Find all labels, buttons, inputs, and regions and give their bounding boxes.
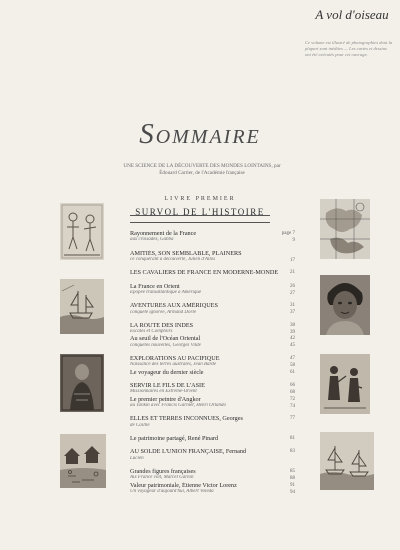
entry-title: AVENTURES AUX AMÉRIQUES [130, 302, 218, 310]
toc-entry[interactable] [130, 396, 295, 410]
sailing-ships-illustration [320, 432, 374, 490]
entry-subtitle: Escales et Comptoirs [130, 329, 173, 335]
entry-title: Le patrimoine partagé, René Pinard [130, 434, 219, 442]
entry-subtitle: Aix France voit, Marcel Garlon [130, 475, 194, 481]
toc-entry[interactable] [130, 230, 295, 244]
entry-title: AMITIÉS, SON SEMBLABLE, PLAINERS [130, 249, 242, 257]
toc-entry[interactable] [130, 415, 295, 429]
entry-title: Grandes figures françaises [130, 467, 196, 475]
entry-subtitle: Naissance des terres australes, Jean Barde [130, 362, 217, 368]
entry-page: 61 [290, 369, 295, 375]
entry-subtitle: conquête ignorée, Armand Dorlé [130, 309, 197, 315]
entry-title: SERVIR LE FILS DE L'ASIE [130, 382, 205, 390]
entry-subtitle-page: 39 [290, 329, 295, 335]
toc-entry[interactable] [130, 269, 295, 276]
toc-entry[interactable] [130, 482, 295, 496]
entry-page: 72 [290, 396, 295, 402]
toc-entry[interactable] [130, 302, 295, 316]
entry-subtitle-page: 58 [290, 363, 295, 369]
toc-entry[interactable] [130, 435, 295, 442]
entry-page: 21 [290, 270, 295, 276]
toc-entry[interactable] [130, 335, 295, 349]
entry-subtitle: Épopée transatlantique à Amérique [130, 290, 202, 296]
toc-entry[interactable] [130, 448, 295, 462]
musicians-illustration [320, 354, 370, 414]
entry-subtitle: au Tonkin avec Francis Garnier, Henri Orlando [130, 403, 227, 409]
table-of-contents [130, 230, 295, 495]
entry-page: 26 [290, 283, 295, 289]
entry-title: Au seuil de l'Océan Oriental [130, 335, 201, 343]
entry-page: 66 [290, 383, 295, 389]
child-portrait-photo [320, 275, 370, 335]
entry-page: 81 [290, 435, 295, 441]
toc-entry[interactable] [130, 369, 295, 376]
entry-subtitle-page: 27 [290, 290, 295, 296]
ornate-figure-illustration [60, 354, 104, 412]
entry-title: ELLES ET TERRES INCONNUES, Georges [130, 415, 243, 423]
section-label: LIVRE PREMIER [164, 196, 236, 202]
entry-title: EXPLORATIONS AU PACIFIQUE [130, 355, 220, 363]
toc-entry[interactable] [130, 382, 295, 396]
entry-title: Valeur patrimoniale, Étienne Victor Lorenz [130, 481, 237, 489]
entry-subtitle: Missionnaires en Extrême-Orient [130, 389, 197, 395]
entry-title: LES CAVALIERS DE FRANCE EN MODERNE-MONDE [130, 269, 279, 277]
entry-page: 38 [290, 322, 295, 328]
entry-title: Rayonnement de la France [130, 230, 197, 237]
entry-subtitle: Lucien [130, 455, 144, 461]
riverside-village-illustration [60, 434, 106, 488]
entry-subtitle-page: 68 [290, 390, 295, 396]
entry-subtitle: conquêtes nouvelles, Georges Vilde [130, 342, 201, 348]
entry-subtitle-page: 74 [290, 403, 295, 409]
toc-entry[interactable] [130, 322, 295, 336]
toc-entry[interactable] [130, 250, 295, 264]
entry-subtitle-page: 45 [290, 343, 295, 349]
toc-entry[interactable] [130, 468, 295, 482]
entry-page: 85 [290, 468, 295, 474]
old-map-illustration [320, 199, 370, 259]
entry-page: 42 [290, 336, 295, 342]
entry-page: 31 [290, 303, 295, 309]
entry-page: page 7 [281, 231, 295, 236]
entry-subtitle-page: 17 [290, 257, 295, 263]
entry-page: 83 [290, 449, 295, 455]
entry-subtitle: ce conquérant à découverte, Julien d'Allos [130, 257, 216, 263]
entry-title: AU SOLDE L'UNION FRANÇAISE, Fernand [130, 448, 247, 456]
entry-subtitle-page: 37 [290, 310, 295, 316]
entry-subtitle-page: 88 [290, 475, 295, 481]
entry-subtitle-page: 9 [292, 238, 295, 243]
entry-title: LA ROUTE DES INDES [130, 321, 194, 329]
toc-entry[interactable] [130, 283, 295, 297]
entry-page: 77 [290, 416, 295, 422]
header-title: A vol d'oiseau [315, 7, 389, 22]
entry-page: 91 [290, 482, 295, 488]
header-blurb: Ce volume est illustré de photographies dont la plupart sont inédites — Les cartes et dessins ont été exécutés pour cet ouvrage. [305, 40, 393, 57]
intro-text: UNE SCIENCE DE LA DÉCOUVERTE DES MONDES LOINTAINS, par Édouard Carrier, de l'Académie française [123, 163, 281, 176]
entry-title: Le voyageur du dernier siècle [130, 368, 204, 376]
entry-subtitle: Un voyageur d'aujourd'hui, Albert Voleda [130, 488, 214, 494]
toc-entry[interactable] [130, 355, 295, 369]
medieval-figures-illustration [60, 203, 104, 260]
entry-page: 47 [290, 356, 295, 362]
entry-title: Le premier peintre d'Angkor [130, 395, 201, 403]
entry-subtitle: de Caillié [130, 422, 150, 428]
entry-title: La France en Orient [130, 282, 180, 290]
entry-subtitle-page: 94 [290, 489, 295, 495]
section-title: SURVOL DE L'HISTOIRE [135, 207, 265, 217]
entry-subtitle: aux croisades, Gabba [130, 237, 174, 243]
divider-bottom [130, 222, 270, 223]
ship-harbor-illustration [60, 279, 104, 334]
page-title: Sommaire [139, 118, 261, 150]
